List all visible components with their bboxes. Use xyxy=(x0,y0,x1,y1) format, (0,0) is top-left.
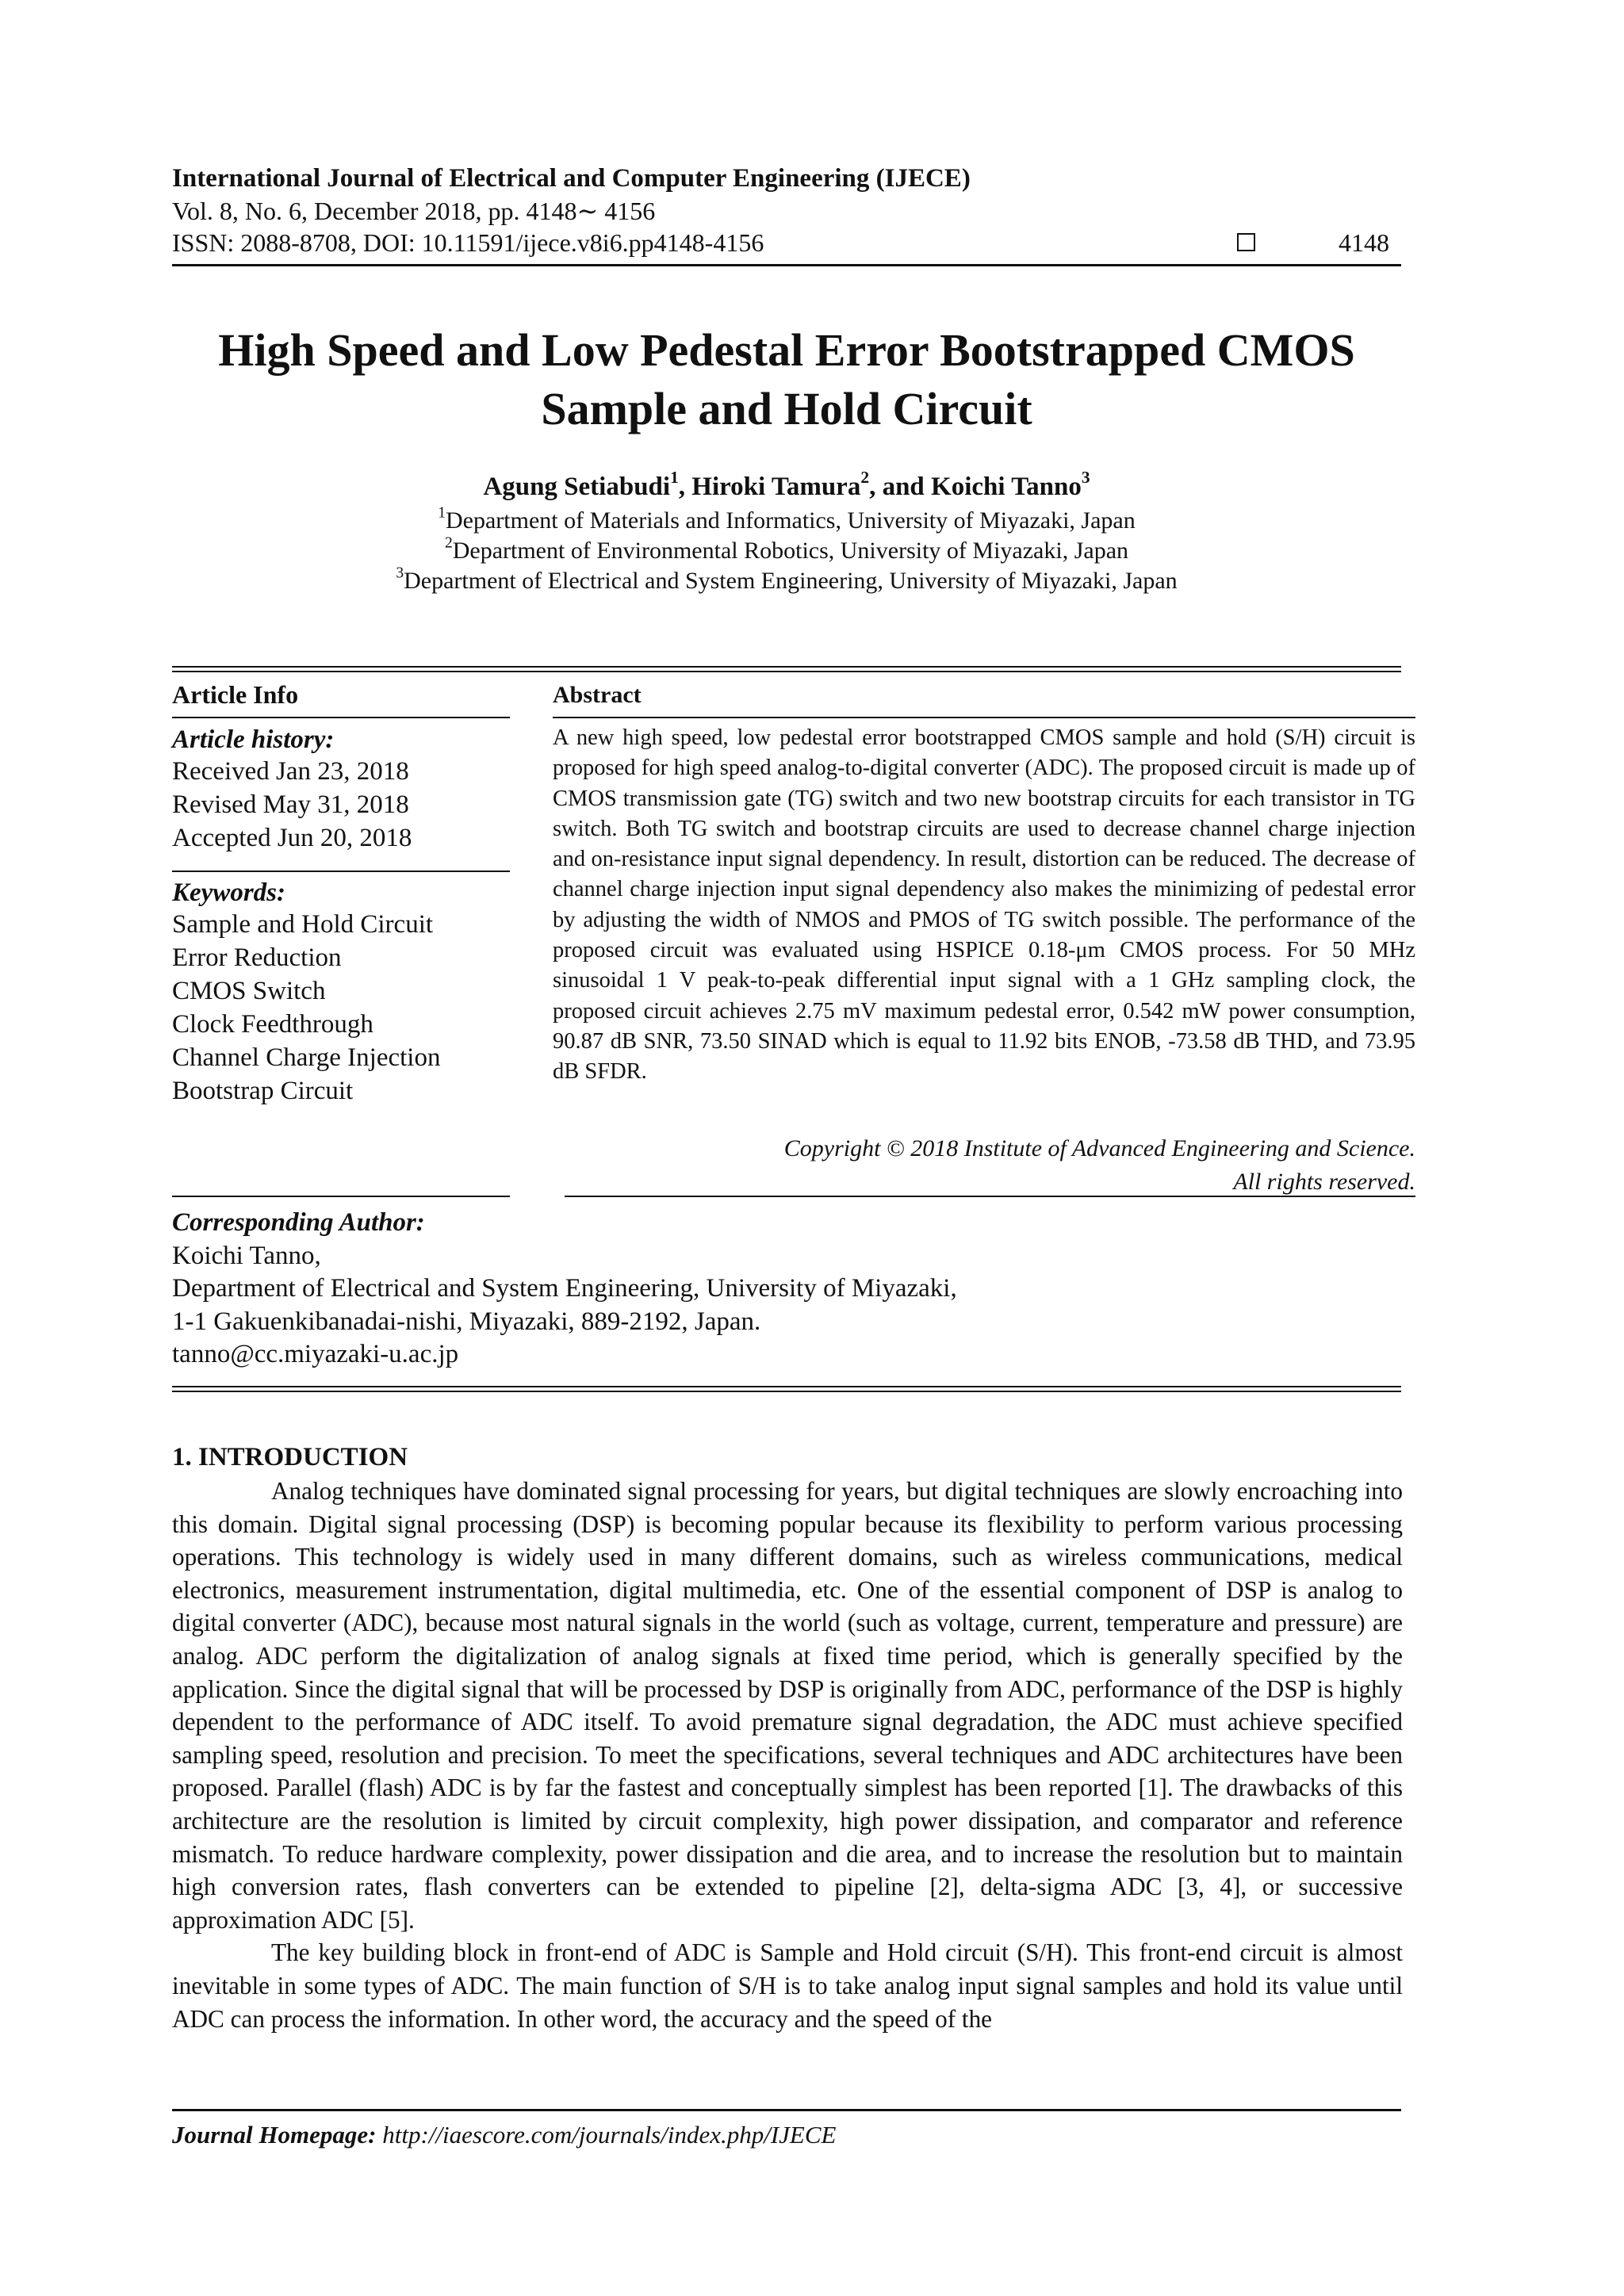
article-info-heading: Article Info xyxy=(172,680,299,709)
footer-rule xyxy=(172,2109,1401,2111)
abstract-rule xyxy=(553,717,1415,718)
affiliation xyxy=(172,504,1401,534)
page-number: 4148 xyxy=(1339,228,1389,257)
affiliation xyxy=(172,564,1401,595)
corresponding-email[interactable]: tanno@cc.miyazaki-u.ac.jp xyxy=(172,1340,459,1368)
corresponding-author xyxy=(172,1207,957,1372)
author-separator: , xyxy=(678,473,692,501)
keyword: CMOS Switch xyxy=(172,977,326,1005)
keyword: Clock Feedthrough xyxy=(172,1010,373,1039)
header-rule xyxy=(172,264,1401,266)
affiliation xyxy=(172,534,1401,564)
author-sup: 2 xyxy=(860,468,870,487)
journal-name: International Journal of Electrical and Computer Engineering (IJECE) xyxy=(172,164,971,193)
journal-homepage-link[interactable]: http://iaescore.com/journals/index.php/IJECE xyxy=(382,2121,837,2149)
double-rule-bottom-a xyxy=(172,1386,1401,1387)
double-rule-bottom-b xyxy=(172,1391,1401,1392)
copyright-line-1: Copyright © 2018 Institute of Advanced Engineering and Science. xyxy=(783,1135,1415,1161)
article-info-rule xyxy=(172,717,510,718)
author-separator: , and xyxy=(869,473,932,501)
section-heading-introduction: 1. INTRODUCTION xyxy=(172,1443,408,1471)
paper-title xyxy=(172,321,1401,438)
history-received: Received Jan 23, 2018 xyxy=(172,757,409,786)
title-line-2: Sample and Hold Circuit xyxy=(541,383,1032,434)
intro-paragraph: Analog techniques have dominated signal processing for years, but digital techniques are slowly encroaching into this domain. Digital signal processing (DSP) is becoming popular because its flexibility to perform various processing operations. This technology is widely used in many different domains, such as wireless communications, medical electronics, measurement instrumentation, digital multimedia, etc. One of the essential component of DSP is analog to digital converter (ADC), because most natural signals in the world (such as voltage, current, temperature and pressure) are analog. ADC perform the digitalization of analog signals at fixed time period, which is generally specified by the application. Since the digital signal that will be processed by DSP is originally from ADC, performance of the DSP is highly dependent to the performance of ADC itself. To avoid premature signal degradation, the ADC must achieve specified sampling speed, resolution and precision. To meet the specifications, several techniques and ADC architectures have been proposed. Parallel (flash) ADC is by far the fastest and conceptually simplest has been reported [1]. The drawbacks of this architecture are the resolution is limited by circuit complexity, high power dissipation, and comparator and reference mismatch. To reduce hardware complexity, power dissipation and die area, and to increase the resolution but to maintain high conversion rates, flash converters can be extended to pipeline [2], delta-sigma ADC [3, 4], or successive approximation ADC [5]. xyxy=(172,1477,1403,1934)
history-accepted: Accepted Jun 20, 2018 xyxy=(172,824,412,852)
issn-doi: ISSN: 2088-8708, DOI: 10.11591/ijece.v8i6.pp4148-4156 xyxy=(172,228,764,257)
keyword: Channel Charge Injection xyxy=(172,1043,441,1072)
corresponding-label: Corresponding Author: xyxy=(172,1208,425,1237)
history-rule xyxy=(172,871,510,872)
author-name: Agung Setiabudi xyxy=(483,473,671,501)
affiliation-sup: 3 xyxy=(396,564,404,582)
keywords-block xyxy=(172,878,510,1108)
affiliation-text: Department of Electrical and System Engineering, University of Miyazaki, Japan xyxy=(404,568,1178,594)
introduction-body xyxy=(172,1475,1403,2035)
author-sup: 1 xyxy=(670,468,679,487)
copyright xyxy=(553,1132,1415,1199)
footer xyxy=(172,2121,836,2149)
keywords-label: Keywords: xyxy=(172,878,285,907)
corresponding-address: 1-1 Gakuenkibanadai-nishi, Miyazaki, 889-2192, Japan. xyxy=(172,1307,761,1336)
author-sup: 3 xyxy=(1081,468,1090,487)
double-rule-top-a xyxy=(172,666,1401,668)
corresponding-name: Koichi Tanno, xyxy=(172,1241,321,1270)
author-name: Koichi Tanno xyxy=(931,473,1082,501)
double-rule-top-b xyxy=(172,671,1401,672)
title-line-1: High Speed and Low Pedestal Error Bootstrapped CMOS xyxy=(218,324,1355,376)
keyword: Bootstrap Circuit xyxy=(172,1077,354,1105)
copyright-line-2: All rights reserved. xyxy=(1233,1169,1415,1195)
affiliation-text: Department of Materials and Informatics, University of Miyazaki, Japan xyxy=(446,507,1136,534)
intro-paragraph: The key building block in front-end of ADC is Sample and Hold circuit (S/H). This front-end circuit is almost inevitable in some types of ADC. The main function of S/H is to take analog input signal samples and hold its value until ADC can process the information. In other word, the accuracy and the speed of the xyxy=(172,1938,1403,2033)
affiliation-text: Department of Environmental Robotics, University of Miyazaki, Japan xyxy=(452,538,1129,564)
abstract-bottom-rule xyxy=(565,1196,1415,1197)
box-icon xyxy=(1237,233,1255,251)
keywords-rule xyxy=(172,1196,510,1197)
footer-label: Journal Homepage: xyxy=(172,2121,377,2149)
author-name: Hiroki Tamura xyxy=(691,473,861,501)
affiliation-sup: 1 xyxy=(438,504,446,522)
author-list xyxy=(172,468,1401,502)
history-revised: Revised May 31, 2018 xyxy=(172,790,409,819)
volume-info: Vol. 8, No. 6, December 2018, pp. 4148∼ 4156 xyxy=(172,197,656,225)
affiliation-sup: 2 xyxy=(444,534,453,552)
keyword: Sample and Hold Circuit xyxy=(172,910,434,939)
abstract-heading: Abstract xyxy=(553,682,642,708)
keyword: Error Reduction xyxy=(172,943,342,972)
article-history xyxy=(172,725,510,855)
corresponding-dept: Department of Electrical and System Engineering, University of Miyazaki, xyxy=(172,1274,957,1303)
abstract-text: A new high speed, low pedestal error bootstrapped CMOS sample and hold (S/H) circuit is proposed for high speed analog-to-digital converter (ADC). The proposed circuit is made up of CMOS transmission gate (TG) switch and two new bootstrap circuits for each transistor in TG switch. Both TG switch and bootstrap circuits are used to decrease channel charge injection and on-resistance input signal dependency. In result, distortion can be reduced. The decrease of channel charge injection input signal dependency also makes the minimizing of pedestal error by adjusting the width of NMOS and PMOS of TG switch possible. The performance of the proposed circuit was evaluated using HSPICE 0.18-μm CMOS process. For 50 MHz sinusoidal 1 V peak-to-peak differential input signal with a 1 GHz sampling clock, the proposed circuit achieves 2.75 mV maximum pedestal error, 0.542 mW power consumption, 90.87 dB SNR, 73.50 SINAD which is equal to 11.92 bits ENOB, -73.58 dB THD, and 73.95 dB SFDR. xyxy=(553,725,1415,1085)
history-label: Article history: xyxy=(172,725,335,754)
